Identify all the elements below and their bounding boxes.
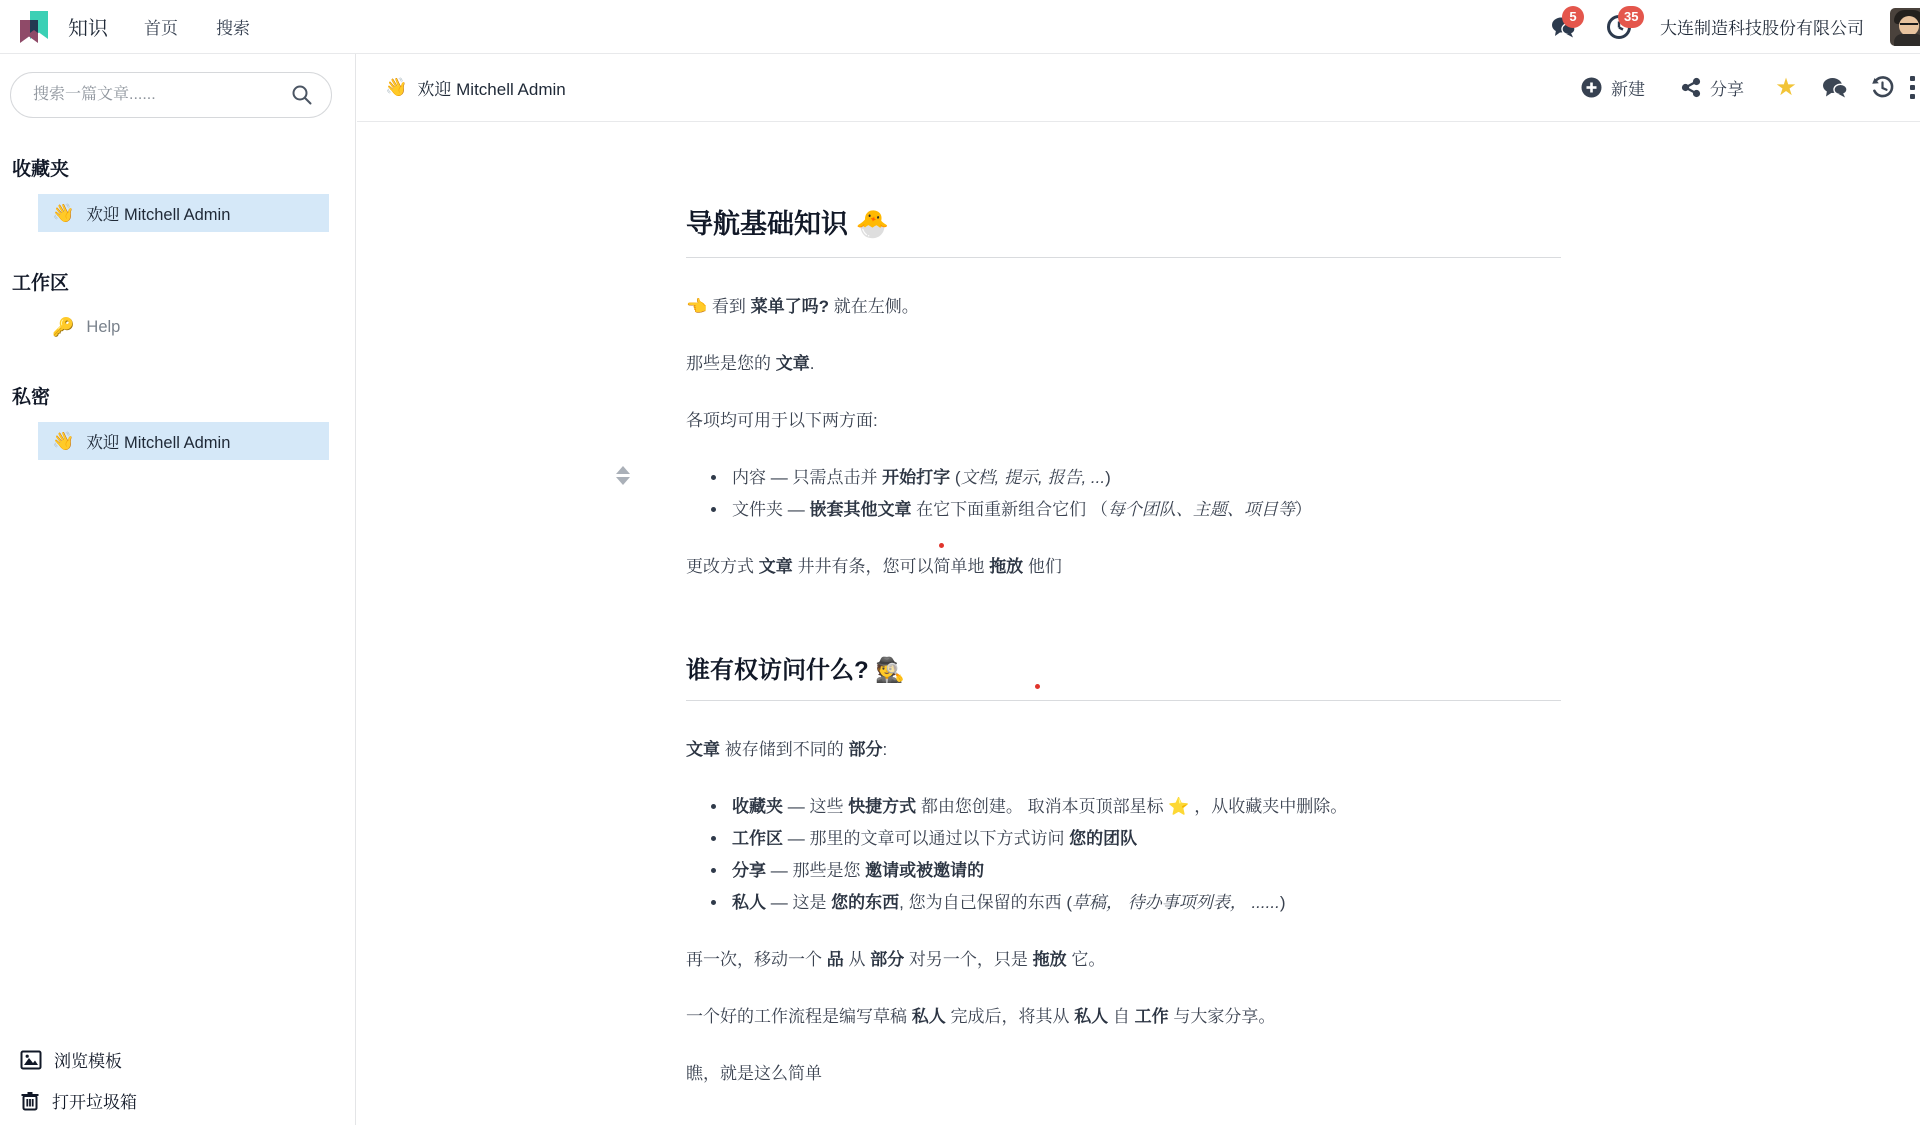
text: , 您为自己保留的东西 ( (899, 893, 1073, 913)
bold-text: 您的团队 (1069, 829, 1138, 849)
text: 被存储到不同的 (720, 740, 849, 760)
breadcrumb-title: 欢迎 Mitchell Admin (417, 80, 566, 99)
menu-home[interactable]: 首页 (144, 19, 178, 38)
text: 都由您创建。 取消本页顶部星标 ⭐ ，从收藏夹中删除。 (916, 797, 1348, 817)
list-item (728, 497, 1561, 522)
text: 各项均可用于以下两方面: (686, 410, 878, 430)
bold-text: 私人 (911, 1007, 946, 1027)
bold-text: 部分 (870, 950, 905, 970)
article-item-label: Help (86, 317, 121, 336)
section-workspace-title[interactable]: 工作区 (12, 273, 70, 294)
header-actions (1567, 67, 1912, 108)
picture-icon (20, 1050, 42, 1070)
article-p (686, 737, 1561, 762)
list-item (728, 794, 1561, 819)
text: 与大家分享。 (1168, 1007, 1276, 1027)
text: 对另一个，只是 (904, 950, 1033, 970)
search-article-input[interactable] (10, 72, 332, 118)
bold-text: 文章 (758, 556, 793, 576)
bold-text: 开始打字 (882, 467, 951, 487)
more-options-icon[interactable] (1910, 76, 1920, 99)
article-h1 (686, 206, 1561, 244)
navbar-menu (130, 6, 264, 47)
messages-badge: 5 (1562, 6, 1584, 28)
browse-templates-label: 浏览模板 (54, 1052, 122, 1071)
new-article-label: 新建 (1611, 80, 1645, 99)
list-item (728, 465, 1561, 490)
bold-text: 菜单了吗? (750, 296, 830, 316)
bold-text: 私人 (1074, 1007, 1109, 1027)
list-item (728, 890, 1561, 915)
section-private (0, 382, 355, 460)
bold-text: 工作区 (732, 829, 783, 849)
text: 在它下面重新组合它们 （ (911, 499, 1108, 519)
text: 谁有权访问什么? 🕵️ (686, 656, 906, 684)
wave-emoji-icon: 👋 (385, 77, 408, 97)
new-article-button[interactable] (1567, 67, 1659, 108)
article-divider (686, 700, 1561, 701)
text: 他们 (1023, 556, 1062, 576)
text: 就在左侧。 (829, 296, 919, 316)
search-icon[interactable] (291, 84, 313, 106)
sidebar-search (10, 72, 331, 118)
article-editor[interactable] (357, 122, 1561, 1086)
chat-bubbles-icon (1821, 76, 1848, 99)
article-list (686, 794, 1561, 915)
company-switcher[interactable]: 大连制造科技股份有限公司 (1660, 19, 1864, 38)
wave-emoji-icon: 👋 (52, 430, 75, 451)
sidebar-article-help[interactable] (38, 308, 329, 346)
text: 井井有条，您可以简单地 (792, 556, 990, 576)
bold-text: 分享 (732, 861, 766, 881)
section-private-title[interactable]: 私密 (12, 387, 51, 408)
share-icon (1681, 77, 1701, 98)
text: — 那里的文章可以通过以下方式访问 (783, 829, 1070, 849)
italic-text: 草稿， 待办事项列表， ...... (1072, 893, 1280, 913)
article-body (686, 206, 1561, 1086)
bold-text: 拖放 (1032, 950, 1067, 970)
text: ) (1105, 467, 1111, 487)
article-item-label: 欢迎 Mitchell Admin (86, 206, 231, 224)
messages-menu-button[interactable] (1548, 9, 1578, 42)
open-trash-label: 打开垃圾箱 (52, 1093, 137, 1112)
article-p (686, 294, 1561, 319)
section-workspace (0, 268, 355, 346)
article-item-label: 欢迎 Mitchell Admin (86, 434, 231, 452)
navbar-right (1548, 8, 1920, 46)
list-item (728, 826, 1561, 851)
text: 再一次，移动一个 (686, 950, 827, 970)
text: 更改方式 (686, 556, 759, 576)
text: ( (950, 467, 961, 487)
text: ） (1294, 499, 1312, 519)
open-trash-button[interactable] (20, 1088, 355, 1113)
main-area (357, 54, 1920, 1125)
article-p (686, 408, 1561, 433)
article-p (686, 1061, 1561, 1086)
bold-text: 快捷方式 (848, 797, 917, 817)
avatar-glasses (1900, 23, 1918, 28)
article-divider (686, 257, 1561, 258)
text: : (882, 740, 888, 760)
article-list (686, 465, 1561, 522)
text: ) (1279, 893, 1286, 913)
user-avatar[interactable] (1890, 8, 1920, 46)
knowledge-sidebar (0, 54, 356, 1125)
article-p (686, 947, 1561, 972)
text: 从 (843, 950, 871, 970)
share-button[interactable] (1667, 67, 1758, 108)
plus-circle-icon (1581, 77, 1602, 98)
activities-badge: 35 (1618, 6, 1644, 28)
collab-cursor-dot (1035, 684, 1040, 689)
text: 一个好的工作流程是编写草稿 (686, 1007, 912, 1027)
bold-text: 收藏夹 (732, 797, 783, 817)
breadcrumb[interactable] (385, 75, 566, 100)
text: 文件夹 — (732, 499, 810, 519)
text: 自 (1108, 1007, 1135, 1027)
trash-icon (20, 1090, 40, 1111)
bold-text: 私人 (732, 893, 766, 913)
key-emoji-icon: 🔑 (52, 316, 75, 337)
bold-text: 文章 (686, 740, 720, 760)
bold-text: 拖放 (989, 556, 1024, 576)
sidebar-footer (0, 1047, 355, 1125)
favorite-star-button[interactable] (1766, 68, 1806, 108)
article-p (686, 1004, 1561, 1029)
text: 👈 看到 (686, 296, 751, 316)
italic-text: 每个团队、主题、项目等 (1107, 499, 1295, 519)
bold-text: 工作 (1134, 1007, 1169, 1027)
top-navbar (0, 0, 1920, 54)
section-favorites (0, 154, 355, 232)
collab-cursor-dot (939, 543, 944, 548)
bold-text: 邀请或被邀请的 (865, 861, 985, 881)
avatar-body (1894, 34, 1920, 46)
text: 它。 (1066, 950, 1106, 970)
bold-text: 品 (826, 950, 844, 970)
text: 那些是您的 (686, 353, 776, 373)
navbar-left (0, 6, 264, 47)
article-p (686, 351, 1561, 376)
text: 导航基础知识 🐣 (686, 209, 890, 239)
drag-handle-icon[interactable] (614, 466, 632, 490)
article-header (357, 54, 1920, 122)
text: — 那些是您 (766, 861, 866, 881)
bold-text: 嵌套其他文章 (809, 499, 912, 519)
activities-menu-button[interactable] (1604, 9, 1639, 42)
article-p (686, 554, 1561, 579)
text: 内容 — 只需点击并 (732, 467, 883, 487)
sidebar-article-welcome-private[interactable] (38, 422, 329, 460)
bold-text: 文章 (775, 353, 810, 373)
text: . (809, 353, 815, 373)
list-item (728, 858, 1561, 883)
chatter-button[interactable] (1814, 68, 1854, 108)
knowledge-app-icon[interactable] (16, 9, 52, 45)
italic-text: 文档, 提示, 报告, ... (960, 467, 1106, 487)
wave-emoji-icon: 👋 (52, 202, 75, 223)
article-h2 (686, 654, 1561, 688)
browse-templates-button[interactable] (20, 1047, 355, 1072)
bold-text: 您的东西 (831, 893, 900, 913)
share-label: 分享 (1710, 80, 1744, 99)
text: — 这些 (783, 797, 849, 817)
bold-text: 部分 (848, 740, 883, 760)
app-name[interactable]: 知识 (68, 18, 108, 40)
history-button[interactable] (1862, 68, 1902, 108)
section-favorites-title[interactable]: 收藏夹 (12, 159, 70, 180)
text: 瞧，就是这么简单 (686, 1064, 822, 1084)
menu-search[interactable]: 搜索 (216, 19, 250, 38)
star-icon: ★ (1775, 73, 1797, 101)
text: — 这是 (766, 893, 832, 913)
history-icon (1870, 75, 1895, 100)
text: 完成后，将其从 (945, 1007, 1075, 1027)
sidebar-article-welcome-favorite[interactable] (38, 194, 329, 232)
